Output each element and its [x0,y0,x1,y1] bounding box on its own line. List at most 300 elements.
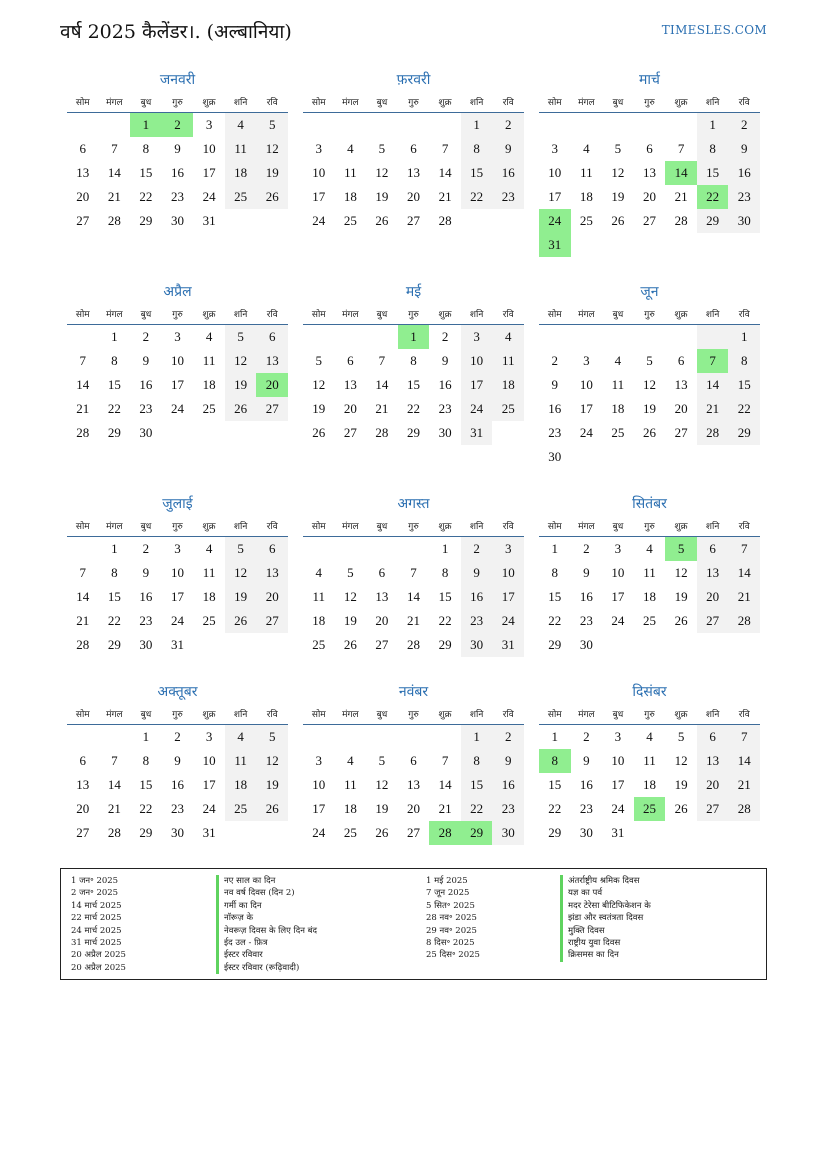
day-cell: 11 [344,165,357,180]
month-block [67,70,288,257]
day-cell: 5 [315,353,323,368]
day-cell: 22 [461,797,493,821]
day-cell: 24 [202,189,216,204]
day-cell: 11 [611,377,625,392]
day-cell: 13 [697,749,729,773]
weekday-label: मंगल [578,97,595,108]
weekday-label: शनि [469,309,484,320]
day-cell: 17 [611,777,625,792]
weekday-label: बुध [140,97,152,108]
day-cell: 12 [375,165,389,180]
day-cell: 11 [492,349,524,373]
weekday-header [539,702,760,725]
legend-holiday-name: ईस्टर रविवार (रूढ़िवादी) [216,962,426,974]
legend-holiday-name: राष्ट्रीय युवा दिवस [560,937,760,949]
day-cell: 7 [378,353,386,368]
day-cell: 7 [728,725,760,749]
empty-cell [67,537,99,561]
day-cell: 14 [107,165,121,180]
day-cell: 23 [461,609,493,633]
empty-cell [665,325,697,349]
day-cell: 23 [139,401,153,416]
day-cell: 19 [375,801,389,816]
day-cell: 18 [343,801,357,816]
days-grid [539,537,760,657]
page-title: वर्ष 2025 कैलेंडर।. (अल्बानिया) [60,21,292,43]
day-cell: 30 [492,821,524,845]
empty-cell [429,113,461,137]
day-cell: 1 [551,541,559,556]
empty-cell [539,113,571,137]
day-cell: 29 [139,825,153,840]
day-cell: 31 [202,825,216,840]
weekday-label: मंगल [342,97,359,108]
empty-cell [602,325,634,349]
day-cell: 6 [677,353,685,368]
weekday-label: रवि [738,97,750,108]
weekday-label: बुध [612,97,624,108]
empty-cell [634,113,666,137]
day-cell: 23 [170,189,184,204]
holiday-day-cell: 31 [539,233,571,257]
day-cell: 21 [375,401,389,416]
day-cell: 26 [674,613,688,628]
day-cell: 5 [256,113,288,137]
day-cell: 16 [170,777,184,792]
day-cell: 8 [410,353,417,368]
day-cell: 31 [611,825,625,840]
day-cell: 11 [225,749,257,773]
day-cell: 2 [583,729,590,744]
day-cell: 11 [202,353,216,368]
weekday-label: शनि [233,709,248,720]
site-link[interactable]: TIMESLES.COM [661,23,767,37]
month-name: मई [405,284,422,300]
day-cell: 30 [170,213,184,228]
day-cell: 6 [79,753,87,768]
weekday-label: बुध [612,309,624,320]
days-grid [303,725,524,845]
day-cell: 10 [170,565,184,580]
day-cell: 28 [697,421,729,445]
day-cell: 11 [312,589,326,604]
day-cell: 29 [139,213,153,228]
day-cell: 5 [225,537,257,561]
day-cell: 25 [343,213,357,228]
day-cell: 8 [111,565,118,580]
holiday-day-cell: 14 [665,161,697,185]
weekday-label: बुध [612,521,624,532]
day-cell: 10 [548,165,562,180]
day-cell: 7 [410,565,417,580]
day-cell: 5 [646,353,653,368]
day-cell: 9 [551,377,559,392]
empty-cell [697,325,729,349]
weekday-label: शनि [705,709,720,720]
weekday-label: शनि [705,309,720,320]
weekday-label: शनि [705,521,720,532]
day-cell: 22 [139,801,153,816]
weekday-label: रवि [266,309,278,320]
day-cell: 18 [312,613,326,628]
empty-cell [303,725,335,749]
empty-cell [398,537,430,561]
day-cell: 4 [614,353,622,368]
legend-date: 20 अप्रैल 2025 [71,962,126,973]
day-cell: 4 [347,753,354,768]
day-cell: 13 [642,165,656,180]
day-cell: 15 [107,377,121,392]
day-cell: 25 [492,397,524,421]
day-cell: 28 [728,797,760,821]
weekday-header [67,514,288,537]
day-cell: 28 [438,213,452,228]
day-cell: 24 [312,825,326,840]
legend-date: 1 मई 2025 [426,876,468,886]
empty-cell [303,537,335,561]
legend-date: 1 जन॰ 2025 [71,876,119,886]
day-cell: 27 [375,637,389,652]
day-cell: 15 [461,161,493,185]
day-cell: 27 [406,213,420,228]
day-cell: 26 [674,801,688,816]
days-grid [303,325,524,445]
holiday-day-cell: 2 [162,113,194,137]
day-cell: 17 [202,165,216,180]
day-cell: 30 [548,449,562,464]
day-cell: 24 [579,425,593,440]
day-cell: 8 [697,137,729,161]
months-grid [67,70,760,845]
day-cell: 6 [79,141,87,156]
day-cell: 13 [674,377,688,392]
weekday-label: मंगल [342,709,359,720]
day-cell: 21 [76,613,90,628]
weekday-label: शुक्र [438,521,452,532]
empty-cell [335,325,367,349]
weekday-label: मंगल [342,309,359,320]
empty-cell [602,113,634,137]
day-cell: 21 [438,801,452,816]
weekday-label: रवि [738,521,750,532]
day-cell: 26 [611,213,625,228]
holiday-day-cell: 1 [398,325,430,349]
weekday-label: बुध [376,709,388,720]
day-cell: 6 [410,753,417,768]
day-cell: 22 [461,185,493,209]
day-cell: 14 [76,589,90,604]
day-cell: 29 [438,637,452,652]
weekday-label: गुरु [172,709,183,720]
holiday-day-cell: 25 [634,797,666,821]
weekday-label: शनि [233,97,248,108]
days-grid [539,725,760,845]
day-cell: 23 [492,797,524,821]
day-cell: 15 [461,773,493,797]
day-cell: 5 [614,141,622,156]
day-cell: 20 [76,189,90,204]
day-cell: 3 [205,117,213,132]
day-cell: 14 [438,777,452,792]
empty-cell [398,113,430,137]
day-cell: 21 [438,189,452,204]
weekday-header [539,90,760,113]
empty-cell [303,325,335,349]
day-cell: 10 [312,165,326,180]
weekday-label: रवि [502,97,514,108]
day-cell: 10 [202,753,216,768]
day-cell: 12 [343,589,357,604]
weekday-label: गुरु [408,521,419,532]
day-cell: 2 [492,725,524,749]
day-cell: 31 [170,637,184,652]
weekday-label: शुक्र [674,521,688,532]
day-cell: 29 [697,209,729,233]
day-cell: 20 [343,401,357,416]
day-cell: 23 [579,801,593,816]
day-cell: 9 [174,141,181,156]
day-cell: 12 [674,753,688,768]
weekday-header [303,90,524,113]
weekday-label: बुध [140,709,152,720]
day-cell: 2 [174,729,181,744]
weekday-label: मंगल [106,309,123,320]
empty-cell [67,725,99,749]
day-cell: 12 [225,349,257,373]
weekday-label: गुरु [172,521,183,532]
legend-holiday-name: नेवरूज़ दिवस के लिए दिन बंद [216,925,426,937]
day-cell: 20 [674,401,688,416]
day-cell: 19 [225,585,257,609]
holiday-day-cell: 22 [697,185,729,209]
day-cell: 8 [142,753,150,768]
legend-holiday-name: क्रिसमस का दिन [560,949,760,961]
legend-date: 31 मार्च 2025 [71,938,122,949]
weekday-label: बुध [376,309,388,320]
days-grid [67,113,288,233]
weekday-label: शनि [233,521,248,532]
legend-date: 29 नव॰ 2025 [426,925,477,936]
day-cell: 9 [492,137,524,161]
day-cell: 12 [256,749,288,773]
weekday-label: शुक्र [438,97,452,108]
month-name: जून [640,284,659,300]
weekday-label: रवि [738,709,750,720]
day-cell: 31 [202,213,216,228]
day-cell: 18 [492,373,524,397]
day-cell: 1 [111,329,118,344]
day-cell: 28 [375,425,389,440]
day-cell: 21 [674,189,688,204]
empty-cell [335,537,367,561]
day-cell: 7 [79,353,87,368]
empty-cell [67,113,99,137]
empty-cell [335,113,367,137]
day-cell: 16 [438,377,452,392]
day-cell: 25 [312,637,326,652]
weekday-label: शुक्र [438,309,452,320]
day-cell: 9 [142,565,150,580]
day-cell: 28 [406,637,420,652]
weekday-label: शुक्र [674,709,688,720]
empty-cell [366,537,398,561]
day-cell: 2 [492,113,524,137]
day-cell: 3 [315,753,323,768]
day-cell: 3 [583,353,590,368]
day-cell: 25 [579,213,593,228]
legend-date: 28 नव॰ 2025 [426,913,477,924]
month-name: दिसंबर [632,684,667,700]
weekday-label: सोम [75,521,90,532]
empty-cell [99,113,131,137]
day-cell: 16 [492,773,524,797]
empty-cell [429,725,461,749]
weekday-label: शुक्र [202,97,216,108]
day-cell: 18 [225,773,257,797]
day-cell: 20 [642,189,656,204]
empty-cell [665,113,697,137]
month-name: सितंबर [632,496,667,512]
day-cell: 20 [697,585,729,609]
day-cell: 9 [461,561,493,585]
day-cell: 15 [438,589,452,604]
day-cell: 9 [441,353,449,368]
day-cell: 16 [170,165,184,180]
legend-date: 25 दिस॰ 2025 [426,950,480,961]
weekday-label: गुरु [644,709,655,720]
day-cell: 13 [406,165,420,180]
weekday-label: रवि [502,309,514,320]
day-cell: 15 [139,165,153,180]
empty-cell [366,325,398,349]
weekday-label: रवि [266,521,278,532]
day-cell: 10 [579,377,593,392]
day-cell: 7 [441,753,449,768]
weekday-label: शनि [233,309,248,320]
day-cell: 30 [461,633,493,657]
day-cell: 7 [111,141,118,156]
day-cell: 1 [551,729,559,744]
day-cell: 19 [312,401,326,416]
legend-holiday-name: ईद उल - फ़ित्र [216,937,426,949]
days-grid [539,113,760,257]
day-cell: 6 [347,353,354,368]
day-cell: 8 [111,353,118,368]
day-cell: 4 [225,113,257,137]
day-cell: 17 [312,189,326,204]
weekday-label: रवि [266,97,278,108]
day-cell: 7 [728,537,760,561]
legend-holiday-name: मुक्ति दिवस [560,925,760,937]
day-cell: 6 [256,325,288,349]
day-cell: 2 [142,541,150,556]
day-cell: 18 [579,189,593,204]
day-cell: 22 [438,613,452,628]
day-cell: 27 [642,213,656,228]
day-cell: 4 [205,329,213,344]
holiday-day-cell: 5 [665,537,697,561]
day-cell: 1 [697,113,729,137]
day-cell: 10 [461,349,493,373]
day-cell: 21 [728,773,760,797]
weekday-label: बुध [140,309,152,320]
month-name: फ़रवरी [396,72,431,88]
day-cell: 16 [728,161,760,185]
day-cell: 15 [406,377,420,392]
day-cell: 3 [551,141,559,156]
day-cell: 17 [312,801,326,816]
day-cell: 30 [728,209,760,233]
day-cell: 21 [76,401,90,416]
weekday-label: शुक्र [202,521,216,532]
day-cell: 15 [107,589,121,604]
day-cell: 13 [256,349,288,373]
day-cell: 26 [225,609,257,633]
day-cell: 3 [461,325,493,349]
day-cell: 19 [256,161,288,185]
day-cell: 28 [674,213,688,228]
day-cell: 3 [614,541,622,556]
day-cell: 19 [674,589,688,604]
day-cell: 19 [674,777,688,792]
day-cell: 13 [697,561,729,585]
day-cell: 8 [728,349,760,373]
day-cell: 26 [375,213,389,228]
month-block [303,494,524,657]
day-cell: 23 [548,425,562,440]
day-cell: 21 [107,801,121,816]
holiday-day-cell: 28 [429,821,461,845]
day-cell: 18 [343,189,357,204]
day-cell: 27 [406,825,420,840]
day-cell: 14 [697,373,729,397]
empty-cell [571,325,603,349]
legend-date: 20 अप्रैल 2025 [71,950,126,961]
month-name: मार्च [639,72,660,88]
days-grid [539,325,760,469]
day-cell: 27 [256,609,288,633]
day-cell: 21 [107,189,121,204]
day-cell: 11 [202,565,216,580]
day-cell: 17 [170,589,184,604]
day-cell: 2 [441,329,449,344]
day-cell: 6 [256,537,288,561]
day-cell: 12 [642,377,656,392]
day-cell: 29 [107,637,121,652]
day-cell: 7 [79,565,87,580]
day-cell: 4 [315,565,323,580]
day-cell: 24 [492,609,524,633]
day-cell: 23 [170,801,184,816]
legend-date: 2 जन॰ 2025 [71,888,119,899]
day-cell: 12 [611,165,625,180]
day-cell: 22 [107,401,121,416]
day-cell: 30 [579,637,593,652]
month-block [67,282,288,469]
day-cell: 12 [225,561,257,585]
day-cell: 15 [697,161,729,185]
day-cell: 31 [492,633,524,657]
days-grid [67,325,288,445]
weekday-label: मंगल [342,521,359,532]
weekday-label: रवि [738,309,750,320]
weekday-header [303,514,524,537]
weekday-label: रवि [502,521,514,532]
day-cell: 16 [548,401,562,416]
weekday-label: मंगल [106,709,123,720]
day-cell: 1 [728,325,760,349]
legend-holiday-name: झंडा और स्वतंत्रता दिवस [560,912,760,924]
